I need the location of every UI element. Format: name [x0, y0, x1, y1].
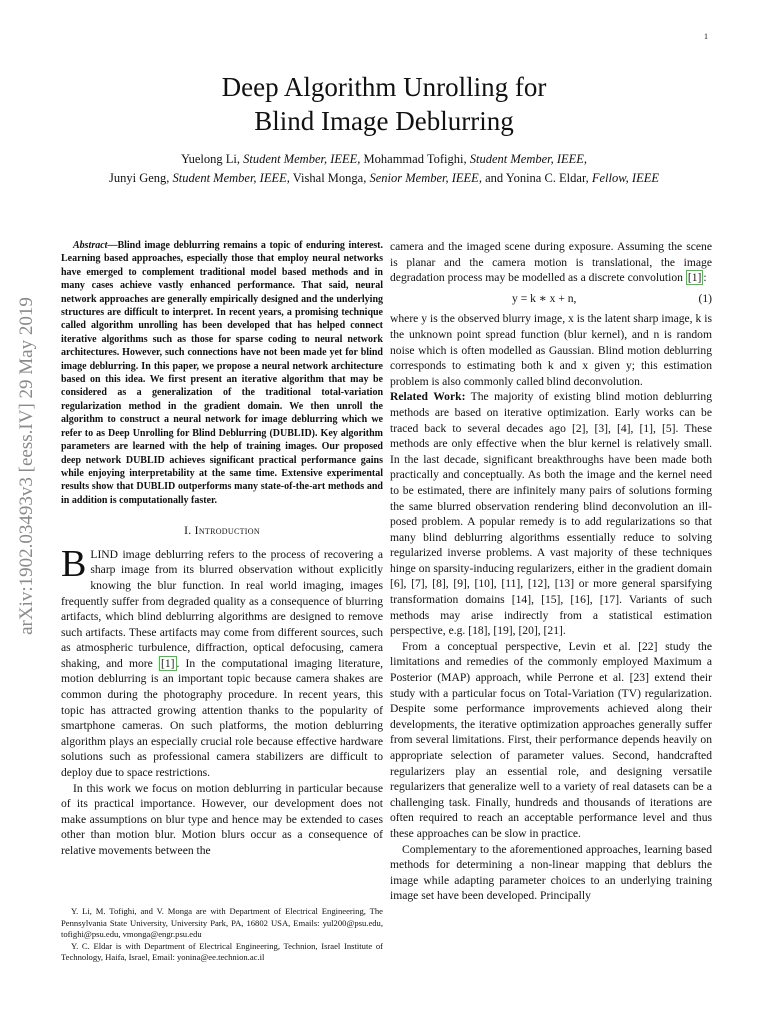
right-column [390, 239, 712, 904]
footnote-1: Y. Li, M. Tofighi, and V. Monga are with Department of Electrical Engineering, The Pennsylvania State University, University Park, PA, 16802 USA, Emails: yul200@psu.edu, tofighi@psu.edu, vmonga@engr.psu.edu [61, 906, 383, 940]
intro-paragraph-1 [61, 542, 383, 781]
author-role: Student Member, IEEE, [243, 152, 361, 166]
abstract [61, 239, 383, 507]
equation-1 [390, 291, 712, 307]
abstract-label: Abstract [73, 240, 108, 251]
author-line-1 [0, 150, 768, 169]
related-work-text: The majority of existing blind motion deblurring methods are based on iterative optimization. Early works can be traced back to several decades ago [2], [3], [4], [1], [5]. These methods are only effective when the blur kernel is relatively small. In the last decade, significant breakthroughs have been made both practically and conceptually. As both the image and the kernel need to be estimated, there are infinitely many pairs of solutions forming the same blurred observation rendering blind deconvolution an ill-posed problem. A popular remedy is to add regularizations so that many blind deblurring algorithms essentially reduce to solving regularized inverse problems. A vast majority of these techniques hinge on sparsity-inducing regularizers, either in the gradient domain [6], [7], [8], [9], [10], [11], [12], [13] or more general sparsifying transformation domains [14], [15], [16], [17]. Variants of such methods may arise indirectly from a statistical estimation perspective, e.g. [18], [19], [20], [21]. [390, 390, 712, 638]
author-name: Yuelong Li, [180, 152, 240, 166]
equation-number: (1) [698, 291, 712, 305]
right-paragraph-4: Complementary to the aforementioned approaches, learning based methods for determining a non-linear mapping that deblurs the image while adapting parameter choices to an underlying training image set have been developed. Principally [390, 842, 712, 903]
author-role: Fellow, IEEE [591, 171, 659, 185]
arxiv-sidebar-stamp: arXiv:1902.03493v3 [eess.IV] 29 May 2019 [16, 297, 37, 635]
citation-link[interactable]: [1] [687, 271, 702, 285]
footnotes [61, 906, 383, 964]
intro-paragraph-2: In this work we focus on motion deblurring in particular because of its practical importance. However, our development does not make assumptions on blur type and hence may be extended to cases other than motion blur. Motion blurs occur as a consequence of relative movements between the [61, 781, 383, 857]
author-name: Junyi Geng, [109, 171, 170, 185]
section-number: I. [184, 524, 192, 538]
author-name: Mohammad Tofighi, [363, 152, 467, 166]
paper-title [0, 70, 768, 138]
intro-text: LIND image deblurring refers to the process of recovering a sharp image from its blurred observation without explicitly knowing the blur function. In real world imaging, images frequently suffer from degraded quality as a consequence of blurring artifacts, which blind deblurring algorithms are designed to remove such artifacts. These artifacts may come from different sources, such as atmospheric turbulence, diffraction, optical defocusing, camera shaking, and more [61, 547, 383, 670]
related-work-label: Related Work: [390, 390, 466, 404]
title-line-2: Blind Image Deblurring [254, 106, 514, 136]
title-line-1: Deep Algorithm Unrolling for [221, 72, 547, 102]
intro-text-cont: . In the computational imaging literature, motion deblurring is an important topic because camera shakes are common during the photography procedure. In recent years, this topic has attracted growing attention thanks to the popularity of smartphone cameras. On such platforms, the motion deblurring algorithm plays an especially crucial role because effective hardware solutions such as professional camera stabilizers are difficult to deploy due to space restrictions. [61, 656, 383, 780]
section-heading-introduction [61, 523, 383, 539]
author-name: Vishal Monga, [292, 171, 367, 185]
citation-link[interactable]: [1] [160, 656, 175, 670]
related-work-paragraph [390, 389, 712, 639]
author-role: Student Member, IEEE, [469, 152, 588, 166]
drop-cap: B [61, 542, 87, 585]
abstract-text: —Blind image deblurring remains a topic of enduring interest. Learning based approaches, especially those that employ neural networks have emerged to complement traditional model based methods and in many cases achieve vastly enhanced performance. That said, neural network approaches are generally empirically designed and the underlying structures are difficult to interpret. In recent years, a promising technique called algorithm unrolling has been developed that has helped connect iterative algorithms such as those for sparse coding to neural network architectures. However, such connections have not been made yet for blind image deblurring. In this paper, we propose a neural network architecture based on this idea. We first present an iterative algorithm that may be considered as a generalization of the traditional total-variation regularization method in the gradient domain. We then unroll the algorithm to construct a neural network for image deblurring which we refer to as Deep Unrolling for Blind Deblurring (DUBLID). Key algorithm parameters are learned with the help of training images. Our proposed deep network DUBLID achieves significant practical performance gains while enjoying interpretability at the same time. Extensive experimental results show that DUBLID outperforms many state-of-the-art methods and in addition is computationally faster. [61, 240, 383, 506]
author-role: Senior Member, IEEE, [369, 171, 482, 185]
right-paragraph-1: camera and the imaged scene during exposure. Assuming the scene is planar and the camera motion is translational, the image degradation process may be modelled as a discrete convolution [1] : [390, 240, 712, 285]
footnote-2: Y. C. Eldar is with Department of Electrical Engineering, Technion, Israel Institute of Technology, Haifa, Israel, Email: yonina@ee.technion.ac.il [61, 940, 383, 963]
section-title: Introduction [194, 524, 260, 538]
page-number: 1 [704, 32, 708, 41]
right-paragraph-2: where y is the observed blurry image, x is the latent sharp image, k is the unknown point spread function (blur kernel), and n is random noise which is often modelled as Gaussian. Blind motion deblurring corresponds to estimating both k and x given y; this estimation problem is also commonly called blind deconvolution. [390, 312, 712, 388]
author-name: and Yonina C. Eldar, [485, 171, 589, 185]
left-column [61, 239, 383, 859]
author-role: Student Member, IEEE, [172, 171, 290, 185]
equation-expression: y = k ∗ x + n, [512, 291, 577, 305]
author-list [0, 150, 768, 188]
author-line-2 [0, 169, 768, 188]
right-paragraph-3: From a conceptual perspective, Levin et al. [22] study the limitations and remedies of the commonly employed Maximum a Posterior (MAP) approach, while Perrone et al. [23] extend their study with a particular focus on Total-Variation (TV) regularization. Despite some performance improvements achieved along their developments, the iterative optimization approaches generally suffer from several limitations. First, their performance depends heavily on appropriate selection of parameter values. Second, handcrafted regularizers play an essential role, and designing versatile regularizers that generalize well to a variety of real datasets can be a challenging task. Finally, hundreds and thousands of iterations are often required to reach an acceptable performance level and thus these approaches can be slow in practice. [390, 639, 712, 840]
